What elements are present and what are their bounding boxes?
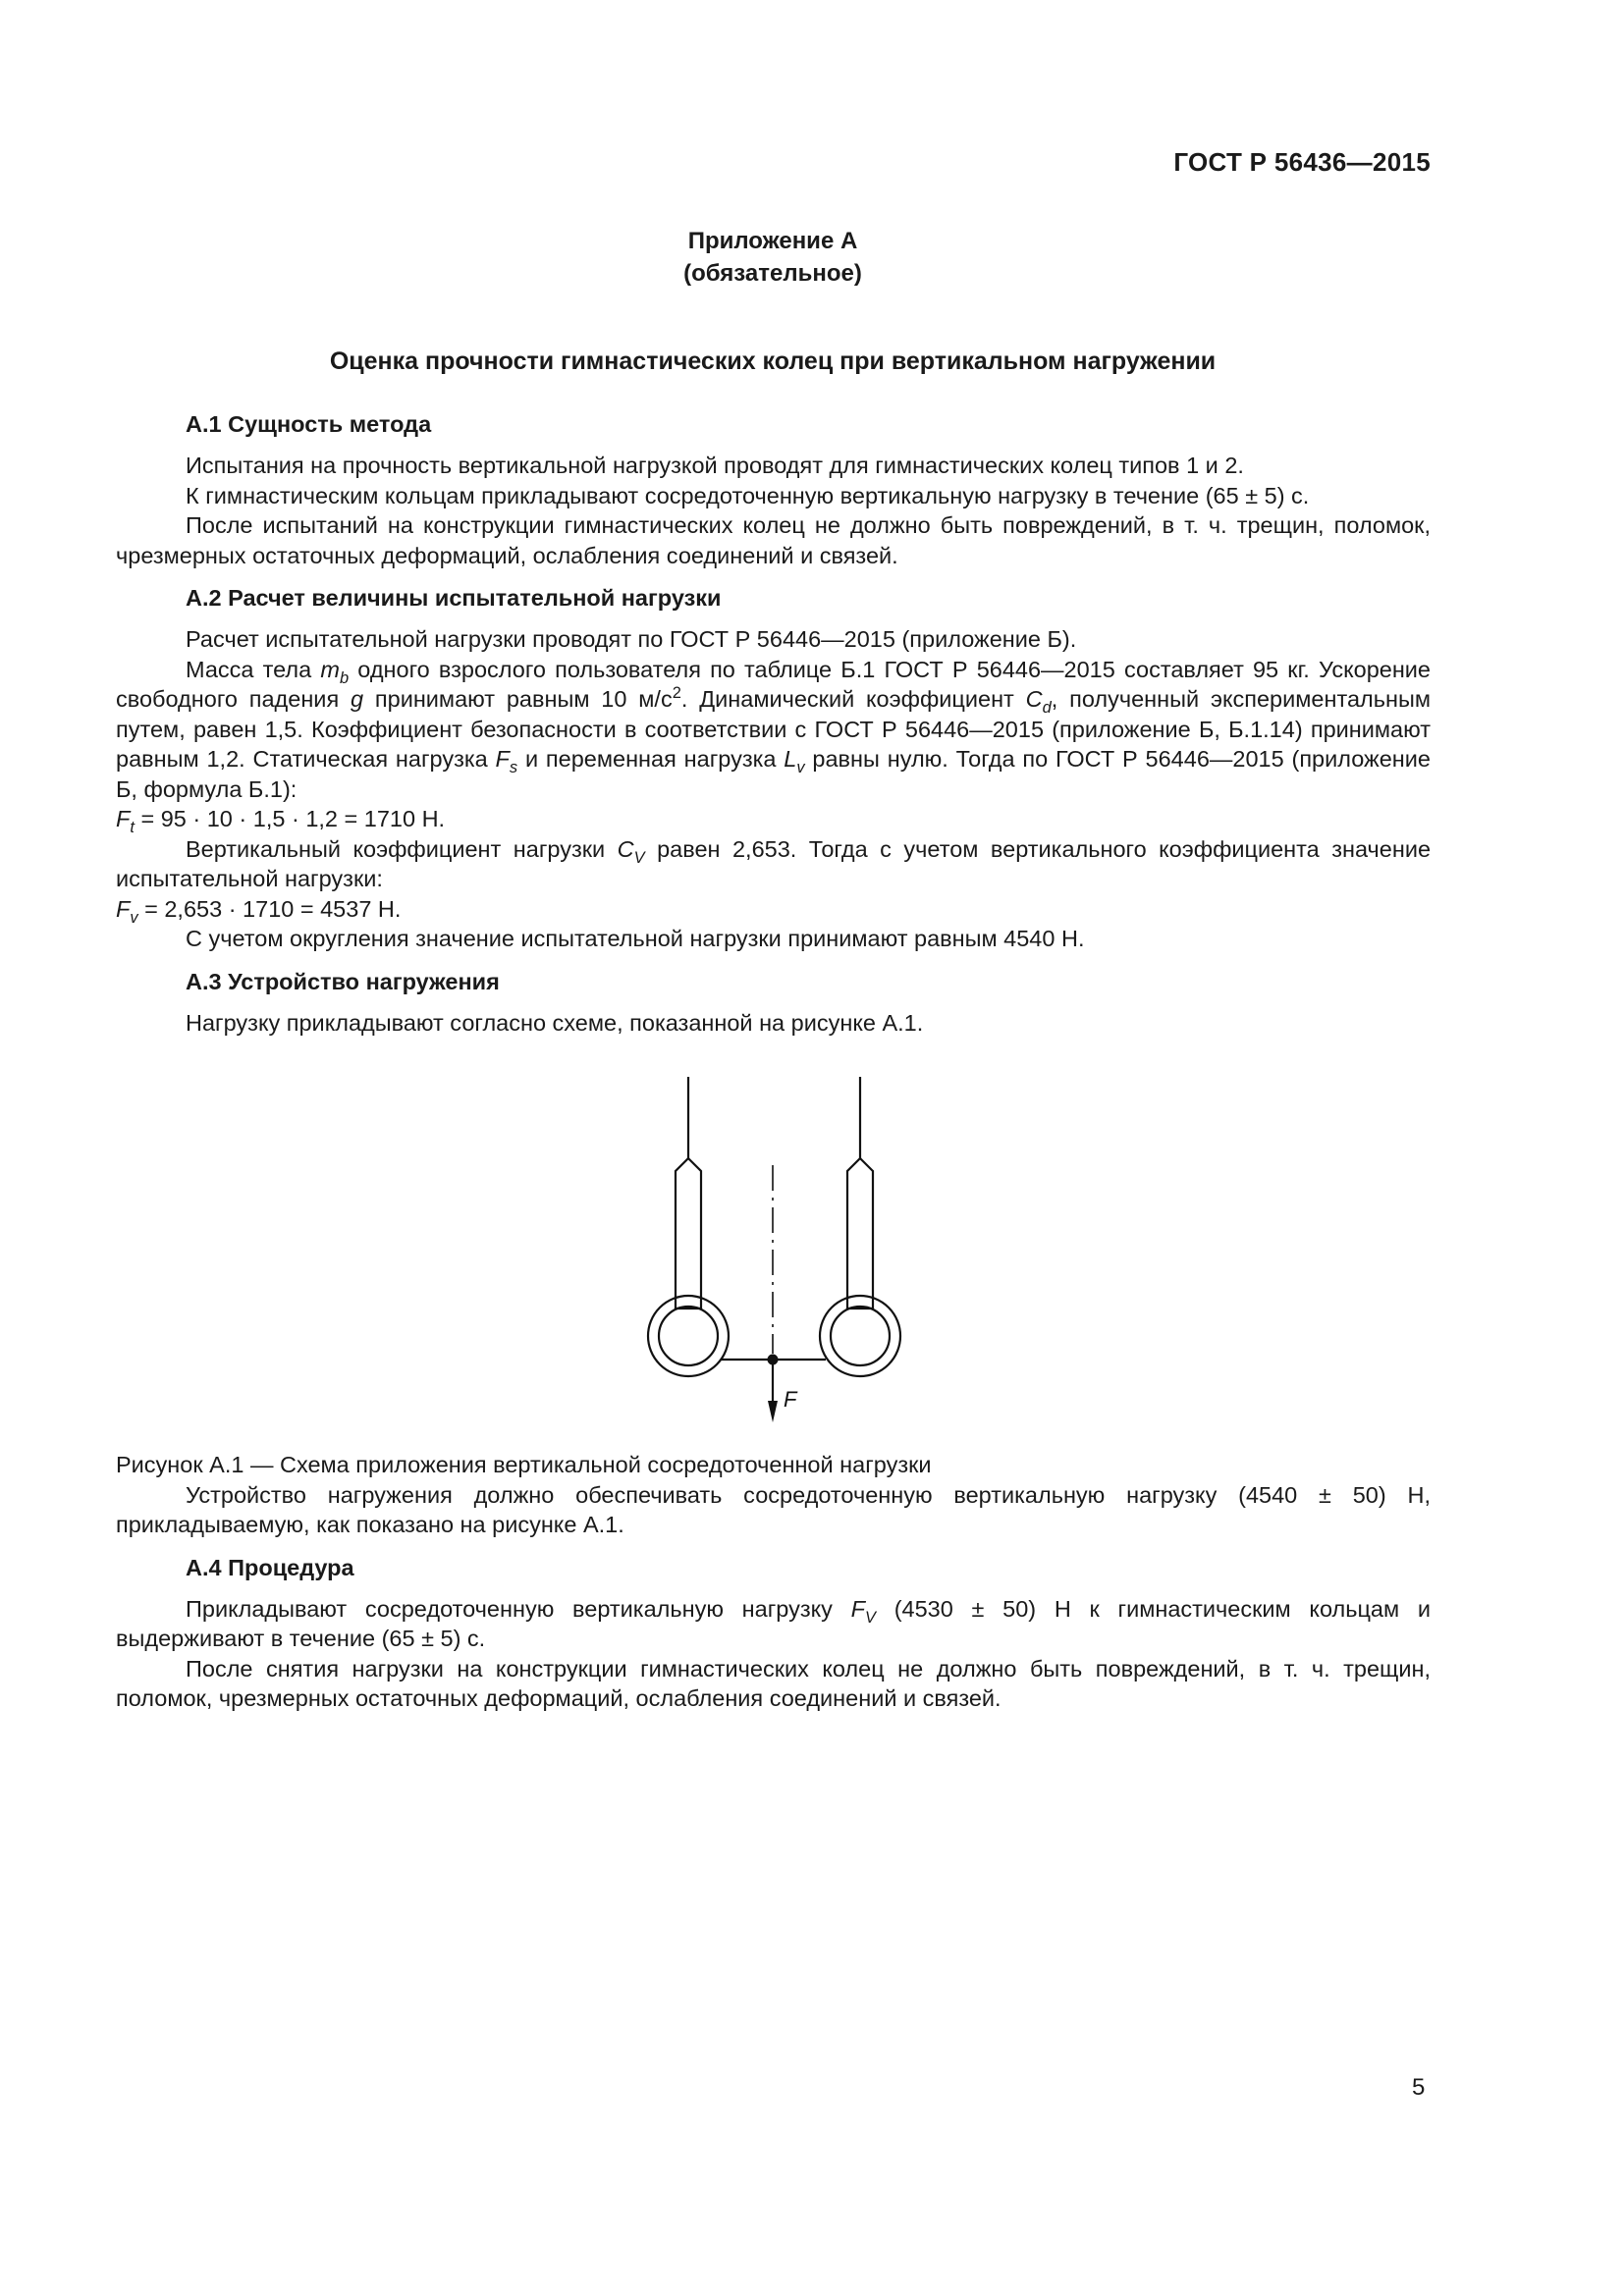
- formula-fv: $F_v = 2,653 \cdot 1710 = 4537$ Н.: [116, 895, 402, 927]
- paragraph: После испытаний на конструкции гимнастических колец не должно быть повреждений, в т. ч. трещин, поломок, чрезмерных остаточных деформаций, ослабления соединений и связей.: [116, 512, 1431, 568]
- figure-caption: Рисунок А.1 — Схема приложения вертикальной сосредоточенной нагрузки: [116, 1452, 932, 1477]
- document-body: [116, 408, 1431, 1714]
- paragraph: С учетом округления значение испытательной нагрузки принимают равным 4540 Н.: [186, 926, 1085, 951]
- paragraph: После снятия нагрузки на конструкции гимнастических колец не должно быть повреждений, в т. ч. трещин, поломок, чрезмерных остаточных деформаций, ослабления соединений и связей.: [116, 1655, 1431, 1711]
- figure-a1: [116, 1047, 1431, 1450]
- right-ring-inner: [831, 1307, 890, 1365]
- right-strap-buckle: [847, 1158, 873, 1308]
- load-point: [768, 1355, 779, 1365]
- page-number: 5: [1412, 2074, 1426, 2101]
- standard-number: ГОСТ Р 56436—2015: [1173, 147, 1431, 177]
- force-arrow-head: [768, 1401, 778, 1422]
- paragraph: Нагрузку прикладывают согласно схеме, показанной на рисунке А.1.: [186, 1009, 924, 1036]
- annex-title: Оценка прочности гимнастических колец при вертикальном нагружении: [329, 347, 1217, 375]
- paragraph: К гимнастическим кольцам прикладывают сосредоточенную вертикальную нагрузку в течение (65 ± 5) с.: [186, 482, 1310, 508]
- formula-ft: $F_t = 95 \cdot 10 \cdot 1,5 \cdot 1,2 = 1710$ Н.: [116, 806, 446, 836]
- force-label: F: [784, 1387, 797, 1412]
- paragraph: Устройство нагружения должно обеспечивать сосредоточенную вертикальную нагрузку (4540 ± 50) Н, прикладываемую, как показано на рисунке А.1.: [116, 1481, 1431, 1537]
- paragraph: Расчет испытательной нагрузки проводят по ГОСТ Р 56446—2015 (приложение Б).: [186, 626, 1077, 652]
- annex-status: (обязательное): [683, 260, 862, 287]
- left-strap-buckle: [676, 1158, 701, 1308]
- paragraph-fv: Прикладывают сосредоточенную вертикальную нагрузку $F_V$ (4530 ± 50) Н к гимнастическим кольцам и выдерживают в течение (65 ± 5) с.: [116, 1595, 1431, 1651]
- paragraph: Испытания на прочность вертикальной нагрузкой проводят для гимнастических колец типов 1 и 2.: [186, 453, 1244, 478]
- annex-label: Приложение А: [687, 228, 858, 254]
- left-ring-inner: [659, 1307, 718, 1365]
- section-heading-a2: А.2 Расчет величины испытательной нагрузки: [186, 585, 722, 611]
- section-heading-a3: А.3 Устройство нагружения: [186, 968, 500, 994]
- paragraph-cv: Вертикальный коэффициент нагрузки $C_V$ равен 2,653. Тогда с учетом вертикального коэффициента значение испытательной нагрузки:: [116, 835, 1432, 891]
- paragraph-mass: Масса тела $m_b$ одного взрослого пользователя по таблице Б.1 ГОСТ Р 56446—2015 составляет 95 кг. Ускорение свободного падения g принимают равным 10 $м/с^2$. Динамический коэффициент $C_d$, полученный экспериментальным путем, равен 1,5. Коэффициент безопасности в соответствии с ГОСТ Р 56446—2015 (приложение Б, Б.1.14) принимают равным 1,2. Статическая нагрузка $F_s$ и переменная нагрузка $L_v$ равны нулю. Тогда по ГОСТ Р 56446—2015 (приложение Б, формула Б.1):: [116, 656, 1432, 802]
- loading-scheme-diagram: [116, 1047, 1431, 1450]
- section-heading-a4: А.4 Процедура: [186, 1554, 354, 1580]
- annex-heading: [0, 225, 1545, 290]
- section-heading-a1: А.1 Сущность метода: [186, 411, 432, 437]
